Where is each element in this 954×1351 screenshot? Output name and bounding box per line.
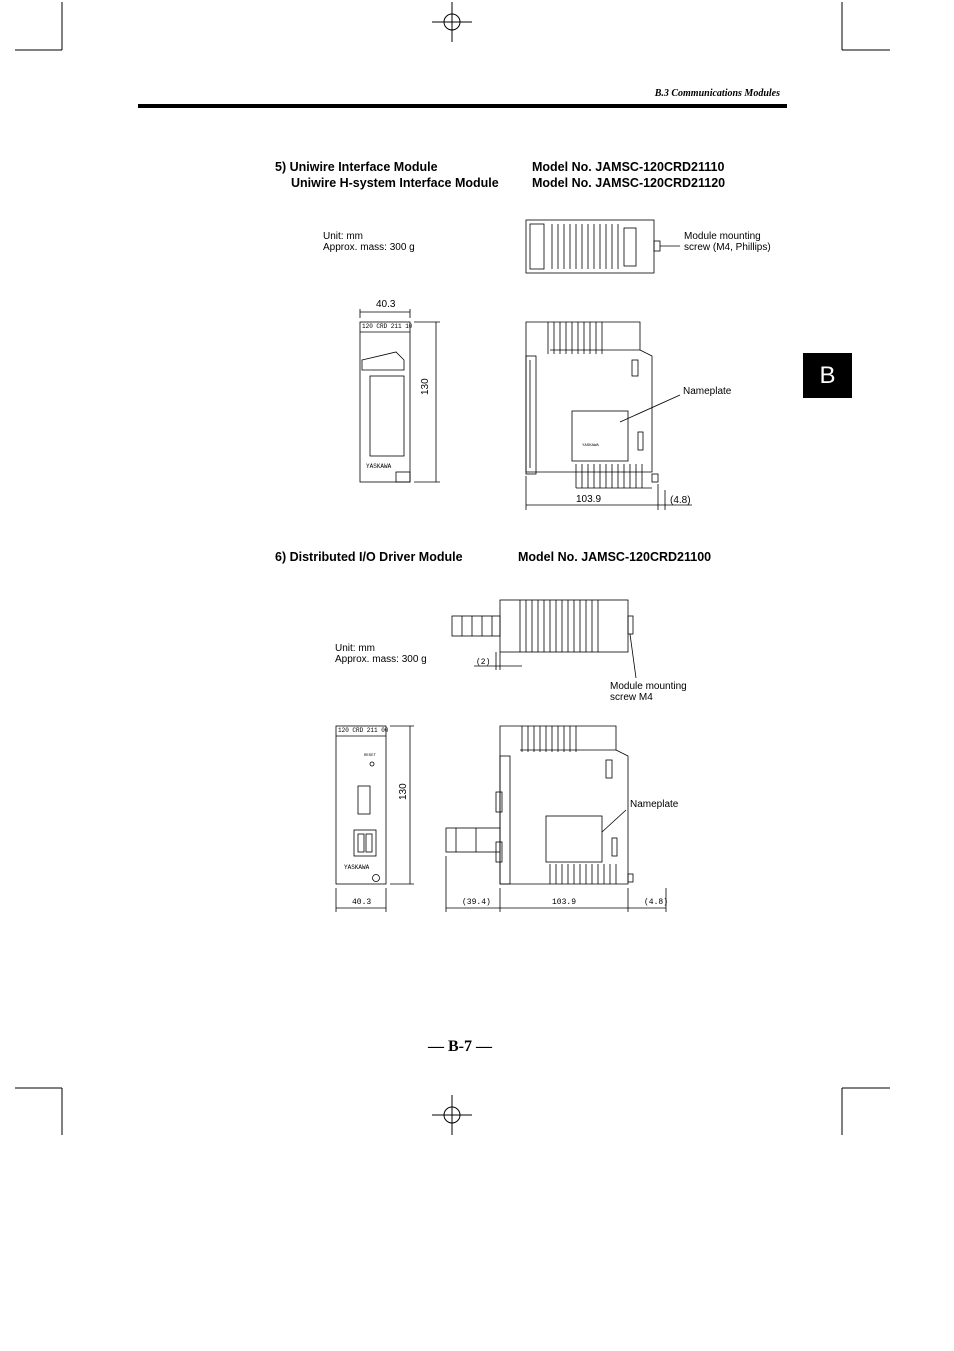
appendix-tab: B (803, 353, 852, 398)
section5-front-label: 120 CRD 211 10 (362, 323, 413, 330)
section6-dim-depth: 103.9 (552, 898, 577, 907)
section6-screw-note-1: Module mounting (610, 681, 687, 692)
running-header: B.3 Communications Modules (654, 88, 780, 99)
section5-model-1: Model No. JAMSC-120CRD21110 (532, 160, 725, 174)
section6-side-view (446, 726, 669, 912)
section6-dim-connector: (39.4) (462, 898, 491, 907)
section6-screw-note-2: screw M4 (610, 692, 653, 703)
section5-dim-depth: 103.9 (576, 494, 602, 505)
section5-title-1: 5) Uniwire Interface Module (275, 160, 438, 174)
section5-dim-width: 40.3 (376, 299, 396, 310)
section6-dim-width: 40.3 (352, 898, 372, 907)
section6-dim-top: (2) (476, 658, 491, 667)
section5-screw-note-1: Module mounting (684, 231, 761, 242)
section6-mass: Approx. mass: 300 g (335, 654, 427, 665)
section5-screw-note-2: screw (M4, Phillips) (684, 242, 771, 253)
section6-dim-height: 130 (398, 783, 409, 800)
page-number: — B-7 — (428, 1038, 492, 1055)
section5-nameplate-label: Nameplate (683, 386, 732, 397)
section5-dim-height: 130 (420, 378, 431, 395)
section6-reset-label: RESET (364, 754, 377, 758)
section5-dim-protrusion: (4.8) (670, 495, 691, 506)
section6-title: 6) Distributed I/O Driver Module (275, 550, 463, 564)
section5-plate-brand: YASKAWA (582, 444, 599, 448)
header-rule (138, 104, 787, 108)
section6-dim-protrusion: (4.8) (644, 898, 669, 907)
section5-top-view (526, 220, 680, 273)
section5-model-2: Model No. JAMSC-120CRD21120 (532, 176, 726, 190)
section5-brand: YASKAWA (366, 463, 392, 470)
section5-side-view (526, 322, 692, 510)
section5-front-view (360, 309, 440, 482)
section5-unit: Unit: mm (323, 231, 363, 242)
section6-nameplate-label: Nameplate (630, 799, 679, 810)
section6-front-label: 120 CRD 211 00 (338, 727, 389, 734)
section6-model: Model No. JAMSC-120CRD21100 (518, 550, 712, 564)
section5-mass: Approx. mass: 300 g (323, 242, 415, 253)
section6-unit: Unit: mm (335, 643, 375, 654)
crop-marks (15, 2, 890, 1135)
section5-title-2: Uniwire H-system Interface Module (291, 176, 499, 190)
section6-brand: YASKAWA (344, 864, 370, 871)
